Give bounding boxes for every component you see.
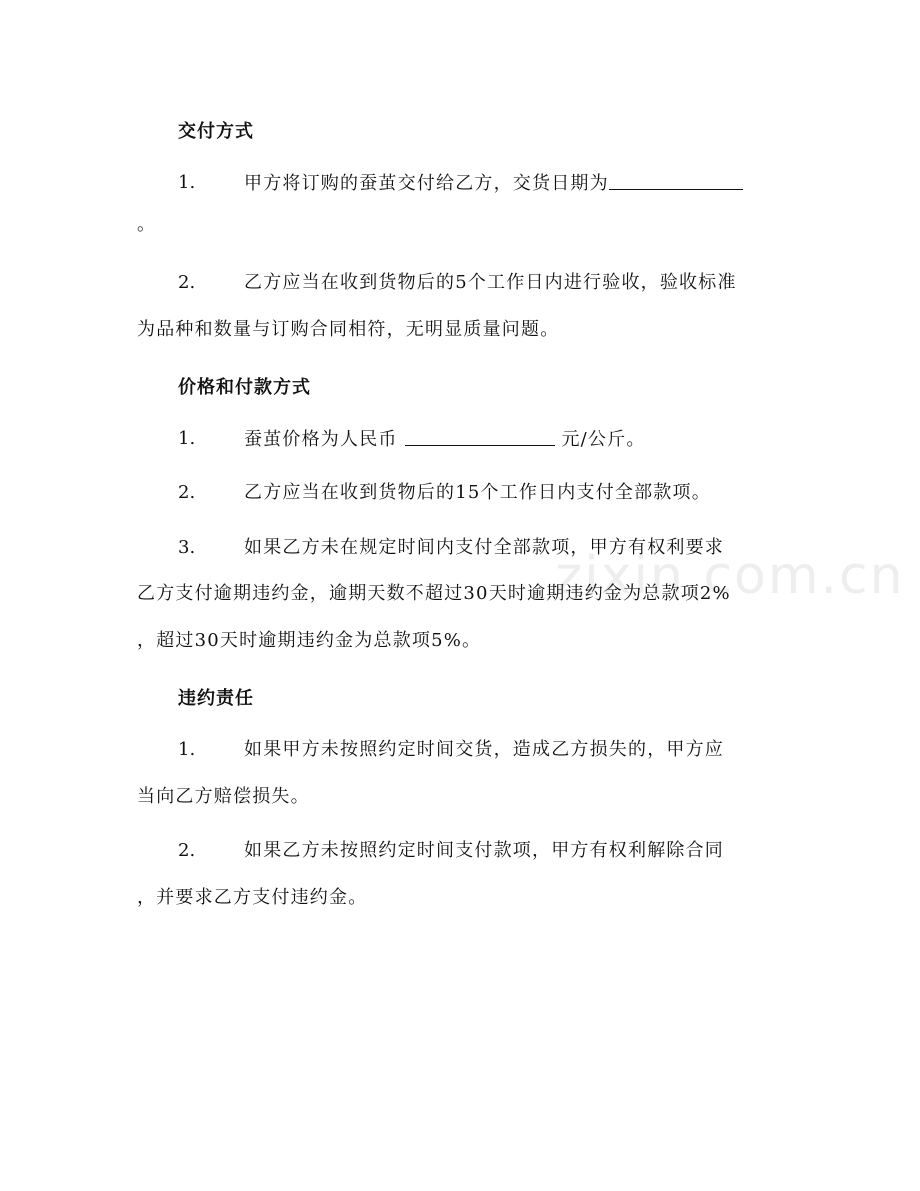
watermark: zixin.com.cn	[555, 546, 905, 606]
price-item3-line2: 乙方支付逾期违约金，逾期天数不超过30天时逾期违约金为总款项2%	[137, 583, 731, 604]
delivery-item1-line1	[244, 171, 743, 196]
price-item2-line1: 乙方应当在收到货物后的15个工作日内支付全部款项。	[244, 482, 711, 503]
item-number: 3.	[178, 537, 196, 558]
item-number: 2.	[178, 272, 196, 293]
liability-item2-line2: ，并要求乙方支付违约金。	[137, 887, 368, 908]
item-number: 2.	[178, 482, 196, 503]
item-number: 2.	[178, 840, 196, 861]
liability-item2-line1: 如果乙方未按照约定时间支付款项，甲方有权利解除合同	[244, 840, 724, 861]
price-text-after: 元/公斤。	[554, 429, 646, 450]
section-title-liability: 违约责任	[178, 688, 254, 709]
price-item1-line1	[244, 427, 646, 452]
delivery-item2-line1: 乙方应当在收到货物后的5个工作日内进行验收，验收标准	[244, 272, 737, 293]
item-number: 1.	[178, 428, 196, 449]
delivery-item2-line2: 为品种和数量与订购合同相符，无明显质量问题。	[137, 319, 560, 340]
section-title-delivery: 交付方式	[178, 121, 254, 142]
price-item3-line1: 如果乙方未在规定时间内支付全部款项，甲方有权利要求	[244, 537, 724, 558]
price-text-before: 蚕茧价格为人民币	[244, 429, 405, 450]
delivery-date-text: 甲方将订购的蚕茧交付给乙方，交货日期为	[244, 173, 609, 194]
item-number: 1.	[178, 172, 196, 193]
liability-item1-line1: 如果甲方未按照约定时间交货，造成乙方损失的，甲方应	[244, 739, 724, 760]
item-number: 1.	[178, 739, 196, 760]
price-blank	[405, 427, 555, 446]
liability-item1-line2: 当向乙方赔偿损失。	[137, 786, 310, 807]
delivery-date-blank	[609, 171, 743, 190]
price-item3-line3: ，超过30天时逾期违约金为总款项5%。	[137, 630, 482, 651]
delivery-item1-line2: 。	[137, 214, 157, 235]
section-title-price: 价格和付款方式	[178, 377, 311, 398]
